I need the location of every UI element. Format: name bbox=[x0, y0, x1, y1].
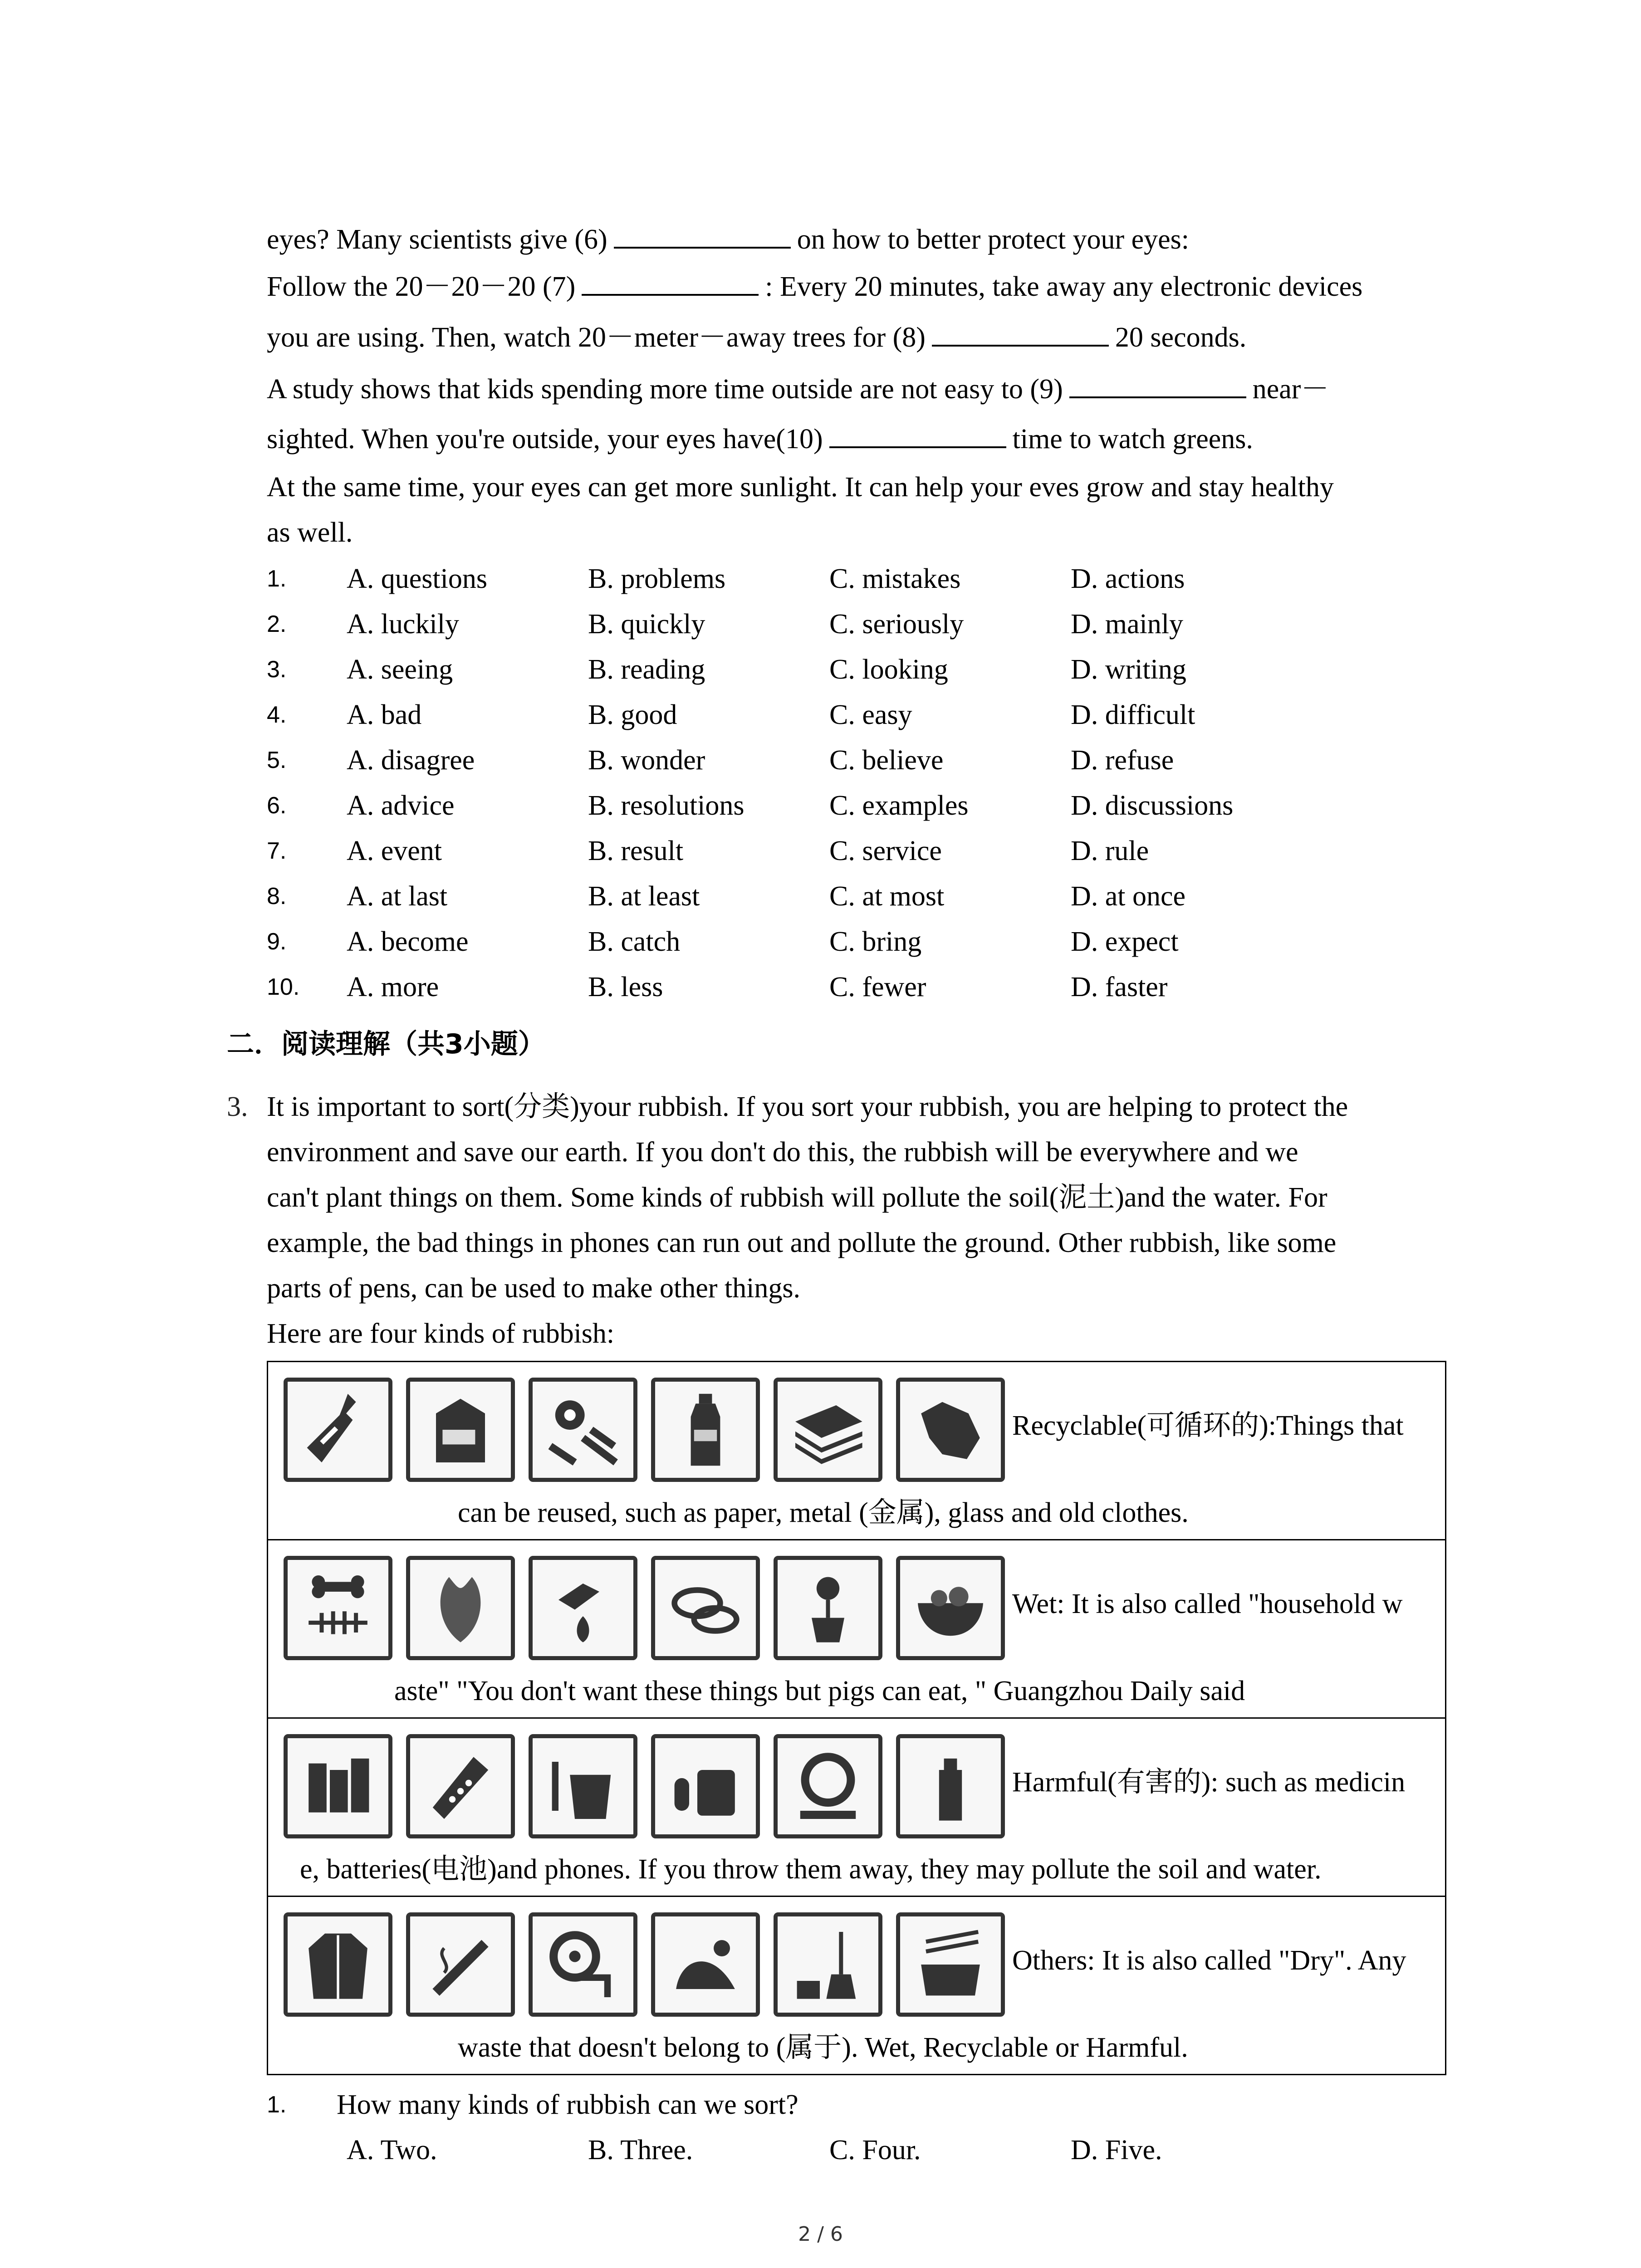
category-row-harmful bbox=[268, 1718, 1446, 1897]
option-number: 5. bbox=[267, 747, 287, 773]
answer-blank-6[interactable] bbox=[614, 221, 791, 249]
option-c[interactable]: C. service bbox=[829, 836, 942, 866]
option-a[interactable]: A. advice bbox=[347, 790, 455, 821]
passage-line bbox=[267, 371, 1329, 407]
bottle-icon bbox=[284, 1378, 392, 1482]
option-d[interactable]: D. mainly bbox=[1071, 609, 1183, 640]
answer-blank-8[interactable] bbox=[932, 319, 1109, 347]
option-number: 1. bbox=[267, 566, 287, 592]
answer-blank-7[interactable] bbox=[582, 269, 759, 296]
option-c[interactable]: C. easy bbox=[829, 699, 912, 730]
rubbish-category-table bbox=[267, 1361, 1446, 2075]
option-number: 4. bbox=[267, 702, 287, 728]
category-description-cont: e, batteries(电池)and phones. If you throw them away, they may pollute the soil and water. bbox=[300, 1854, 1322, 1885]
newspaper-stack-icon bbox=[774, 1378, 882, 1482]
passage-text: : Every 20 minutes, take away any electronic devices bbox=[765, 271, 1363, 302]
option-number: 3. bbox=[267, 656, 287, 683]
passage-line bbox=[267, 469, 1334, 505]
food-bowl-icon bbox=[896, 1556, 1005, 1660]
option-number: 7. bbox=[267, 838, 287, 864]
option-a[interactable]: A. seeing bbox=[347, 654, 453, 685]
option-d[interactable]: D. rule bbox=[1071, 836, 1149, 866]
option-number: 8. bbox=[267, 883, 287, 909]
category-row-others bbox=[268, 1897, 1446, 2075]
option-c[interactable]: C. bring bbox=[829, 926, 922, 957]
reading-line: Here are four kinds of rubbish: bbox=[267, 1318, 615, 1349]
category-description: Wet: It is also called "household w bbox=[1012, 1589, 1403, 1619]
milk-carton-icon bbox=[406, 1378, 515, 1482]
option-c[interactable]: C. Four. bbox=[829, 2135, 921, 2165]
option-a[interactable]: A. luckily bbox=[347, 609, 459, 640]
option-d[interactable]: D. at once bbox=[1071, 881, 1186, 912]
passage-line bbox=[267, 221, 1189, 258]
option-d[interactable]: D. Five. bbox=[1071, 2135, 1162, 2165]
batteries-icon bbox=[284, 1734, 392, 1838]
paint-bucket-icon bbox=[529, 1734, 637, 1838]
category-description: Others: It is also called "Dry". Any bbox=[1012, 1945, 1406, 1976]
lamp-icon bbox=[774, 1734, 882, 1838]
option-d[interactable]: D. expect bbox=[1071, 926, 1179, 957]
question-number: 3. bbox=[227, 1091, 248, 1122]
option-b[interactable]: B. reading bbox=[588, 654, 705, 685]
option-c[interactable]: C. fewer bbox=[829, 972, 926, 1002]
passage-text: as well. bbox=[267, 517, 353, 548]
option-b[interactable]: B. at least bbox=[588, 881, 700, 912]
takeout-box-icon bbox=[896, 1912, 1005, 2017]
option-b[interactable]: B. good bbox=[588, 699, 677, 730]
category-row-recyclable bbox=[268, 1362, 1446, 1540]
option-a[interactable]: A. more bbox=[347, 972, 439, 1002]
apple-core-icon bbox=[529, 1556, 637, 1660]
option-number: 10. bbox=[267, 974, 300, 1000]
reading-line: environment and save our earth. If you don't do this, the rubbish will be everywhere and we bbox=[267, 1137, 1298, 1168]
option-c[interactable]: C. believe bbox=[829, 745, 944, 776]
option-a[interactable]: A. event bbox=[347, 836, 442, 866]
passage-line bbox=[267, 269, 1362, 305]
option-b[interactable]: B. result bbox=[588, 836, 684, 866]
option-c[interactable]: C. examples bbox=[829, 790, 969, 821]
option-a[interactable]: A. disagree bbox=[347, 745, 475, 776]
reading-line: example, the bad things in phones can run out and pollute the ground. Other rubbish, like some bbox=[267, 1227, 1337, 1258]
option-c[interactable]: C. looking bbox=[829, 654, 948, 685]
option-b[interactable]: B. wonder bbox=[588, 745, 705, 776]
option-d[interactable]: D. actions bbox=[1071, 563, 1185, 594]
page-number: 2 / 6 bbox=[798, 2223, 843, 2246]
option-b[interactable]: B. catch bbox=[588, 926, 681, 957]
passage-text: 20 seconds. bbox=[1115, 322, 1247, 353]
option-d[interactable]: D. discussions bbox=[1071, 790, 1234, 821]
option-a[interactable]: A. Two. bbox=[347, 2135, 437, 2165]
coat-icon bbox=[284, 1912, 392, 2017]
category-description-cont: waste that doesn't belong to (属于). Wet, Recyclable or Harmful. bbox=[458, 2032, 1188, 2063]
passage-text: At the same time, your eyes can get more sunlight. It can help your eves grow and stay healthy bbox=[267, 472, 1334, 503]
spray-can-icon bbox=[896, 1734, 1005, 1838]
metal-scraps-icon bbox=[529, 1378, 637, 1482]
peanut-shells-icon bbox=[651, 1556, 760, 1660]
passage-text: eyes? Many scientists give (6) bbox=[267, 224, 607, 255]
option-d[interactable]: D. difficult bbox=[1071, 699, 1195, 730]
option-a[interactable]: A. become bbox=[347, 926, 469, 957]
broom-dustpan-icon bbox=[774, 1912, 882, 2017]
option-c[interactable]: C. at most bbox=[829, 881, 945, 912]
passage-line bbox=[267, 319, 1246, 356]
toilet-paper-icon bbox=[529, 1912, 637, 2017]
option-b[interactable]: B. quickly bbox=[588, 609, 705, 640]
option-d[interactable]: D. faster bbox=[1071, 972, 1168, 1002]
option-d[interactable]: D. refuse bbox=[1071, 745, 1174, 776]
option-a[interactable]: A. at last bbox=[347, 881, 448, 912]
option-b[interactable]: B. resolutions bbox=[588, 790, 745, 821]
answer-blank-9[interactable] bbox=[1069, 371, 1246, 398]
category-row-wet bbox=[268, 1540, 1446, 1718]
answer-blank-10[interactable] bbox=[829, 421, 1006, 448]
passage-text: Follow the 20－20－20 (7) bbox=[267, 271, 576, 302]
reading-line: can't plant things on them. Some kinds of rubbish will pollute the soil(泥土)and the water. For bbox=[267, 1182, 1327, 1213]
question-text: How many kinds of rubbish can we sort? bbox=[337, 2089, 798, 2120]
bone-fishbone-icon bbox=[284, 1556, 392, 1660]
category-description-cont: aste" "You don't want these things but pigs can eat, " Guangzhou Daily said bbox=[394, 1676, 1245, 1706]
option-a[interactable]: A. bad bbox=[347, 699, 422, 730]
category-description: Recyclable(可循环的):Things that bbox=[1012, 1410, 1404, 1441]
category-description-cont: can be reused, such as paper, metal (金属), glass and old clothes. bbox=[458, 1497, 1189, 1528]
section-title: 二．阅读理解（共3小题） bbox=[227, 1028, 545, 1060]
reading-line: It is important to sort(分类)your rubbish. If you sort your rubbish, you are helping to protect the bbox=[267, 1091, 1348, 1122]
option-number: 9. bbox=[267, 929, 287, 955]
passage-line bbox=[267, 421, 1253, 457]
reading-line: parts of pens, can be used to make other things. bbox=[267, 1273, 800, 1304]
vegetable-icon bbox=[406, 1556, 515, 1660]
option-number: 6. bbox=[267, 792, 287, 819]
clothes-icon bbox=[896, 1378, 1005, 1482]
passage-text: sighted. When you're outside, your eyes have(10) bbox=[267, 424, 823, 455]
cigarette-icon bbox=[406, 1912, 515, 2017]
passage-text: A study shows that kids spending more time outside are not easy to (9) bbox=[267, 374, 1063, 405]
passage-text: near－ bbox=[1252, 374, 1329, 405]
option-b[interactable]: B. problems bbox=[588, 563, 726, 594]
plastic-bottle-icon bbox=[651, 1378, 760, 1482]
passage-line bbox=[267, 514, 353, 551]
category-description: Harmful(有害的): such as medicin bbox=[1012, 1767, 1406, 1798]
potted-flower-icon bbox=[774, 1556, 882, 1660]
option-b[interactable]: B. less bbox=[588, 972, 663, 1002]
passage-text: you are using. Then, watch 20－meter－away trees for (8) bbox=[267, 322, 926, 353]
question-number: 1. bbox=[267, 2092, 287, 2118]
option-c[interactable]: C. mistakes bbox=[829, 563, 961, 594]
passage-text: time to watch greens. bbox=[1012, 424, 1253, 455]
option-number: 2. bbox=[267, 611, 287, 637]
option-c[interactable]: C. seriously bbox=[829, 609, 964, 640]
option-d[interactable]: D. writing bbox=[1071, 654, 1186, 685]
medicine-icon bbox=[651, 1734, 760, 1838]
dust-pile-icon bbox=[651, 1912, 760, 2017]
option-b[interactable]: B. Three. bbox=[588, 2135, 693, 2165]
passage-text: on how to better protect your eyes: bbox=[797, 224, 1190, 255]
mobile-phone-icon bbox=[406, 1734, 515, 1838]
option-a[interactable]: A. questions bbox=[347, 563, 487, 594]
